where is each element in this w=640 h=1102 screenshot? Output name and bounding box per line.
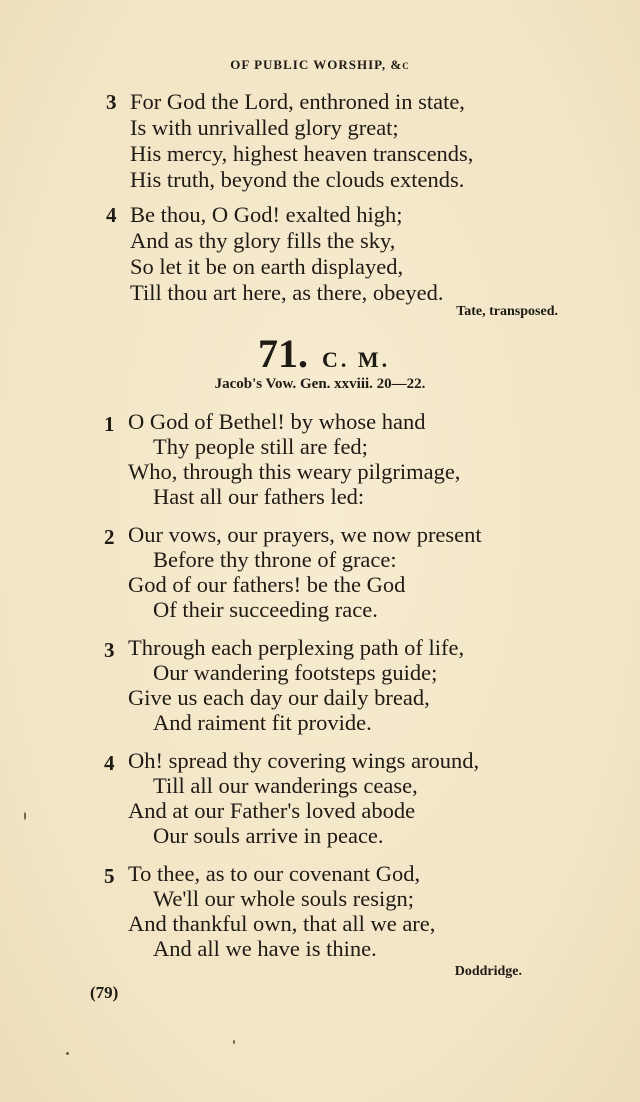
paper-speck xyxy=(233,1040,235,1044)
hymn-number: 71. xyxy=(258,331,308,376)
hymn-attribution: Doddridge. xyxy=(454,964,522,979)
verse-line: Till all our wanderings cease, xyxy=(153,773,418,798)
verse-line: Be thou, O God! exalted high; xyxy=(130,202,403,227)
stanza-number: 3 xyxy=(106,90,117,114)
verse-line: And as thy glory fills the sky, xyxy=(130,228,396,253)
hymn-heading xyxy=(258,330,390,377)
verse-line: To thee, as to our covenant God, xyxy=(128,861,421,886)
verse-line: God of our fathers! be the God xyxy=(128,572,406,597)
verse-line: Of their succeeding race. xyxy=(153,597,378,622)
verse-line: Our souls arrive in peace. xyxy=(153,823,384,848)
verse-line: Who, through this weary pilgrimage, xyxy=(128,459,461,484)
verse-line: So let it be on earth displayed, xyxy=(130,254,404,279)
paper-speck xyxy=(66,1052,69,1055)
verse-line: Our vows, our prayers, we now present xyxy=(128,522,482,547)
verse-line: Before thy throne of grace: xyxy=(153,547,397,572)
verse-line: And at our Father's loved abode xyxy=(128,798,416,823)
verse-line: And raiment fit provide. xyxy=(153,710,372,735)
verse-line: Is with unrivalled glory great; xyxy=(130,115,399,140)
verse-line: His truth, beyond the clouds extends. xyxy=(130,167,465,192)
stanza-number: 4 xyxy=(106,203,117,227)
verse-line: Till thou art here, as there, obeyed. xyxy=(130,280,444,305)
verse-line: We'll our whole souls resign; xyxy=(153,886,414,911)
verse-line: Our wandering footsteps guide; xyxy=(153,660,438,685)
stanza-number: 5 xyxy=(104,864,115,888)
stanza-number: 2 xyxy=(104,525,115,549)
verse-line: Give us each day our daily bread, xyxy=(128,685,430,710)
hymn-meter: C. M. xyxy=(322,347,391,372)
verse-line: For God the Lord, enthroned in state, xyxy=(130,89,465,114)
verse-line: His mercy, highest heaven transcends, xyxy=(130,141,474,166)
paper-speck xyxy=(24,812,26,820)
stanza-number: 4 xyxy=(104,751,115,775)
verse-line: O God of Bethel! by whose hand xyxy=(128,409,426,434)
hymn-subtitle: Jacob's Vow. Gen. xxviii. 20—22. xyxy=(214,376,426,392)
verse-line: Thy people still are fed; xyxy=(153,434,368,459)
verse-line: Oh! spread thy covering wings around, xyxy=(128,748,480,773)
stanza-number: 1 xyxy=(104,412,115,436)
verse-line: Through each perplexing path of life, xyxy=(128,635,465,660)
prev-attribution: Tate, transposed. xyxy=(456,304,558,319)
verse-line: Hast all our fathers led: xyxy=(153,484,365,509)
verse-line: And all we have is thine. xyxy=(153,936,377,961)
stanza-number: 3 xyxy=(104,638,115,662)
page-number: (79) xyxy=(90,983,119,1002)
verse-line: And thankful own, that all we are, xyxy=(128,911,436,936)
running-head: OF PUBLIC WORSHIP, &c xyxy=(230,57,410,72)
